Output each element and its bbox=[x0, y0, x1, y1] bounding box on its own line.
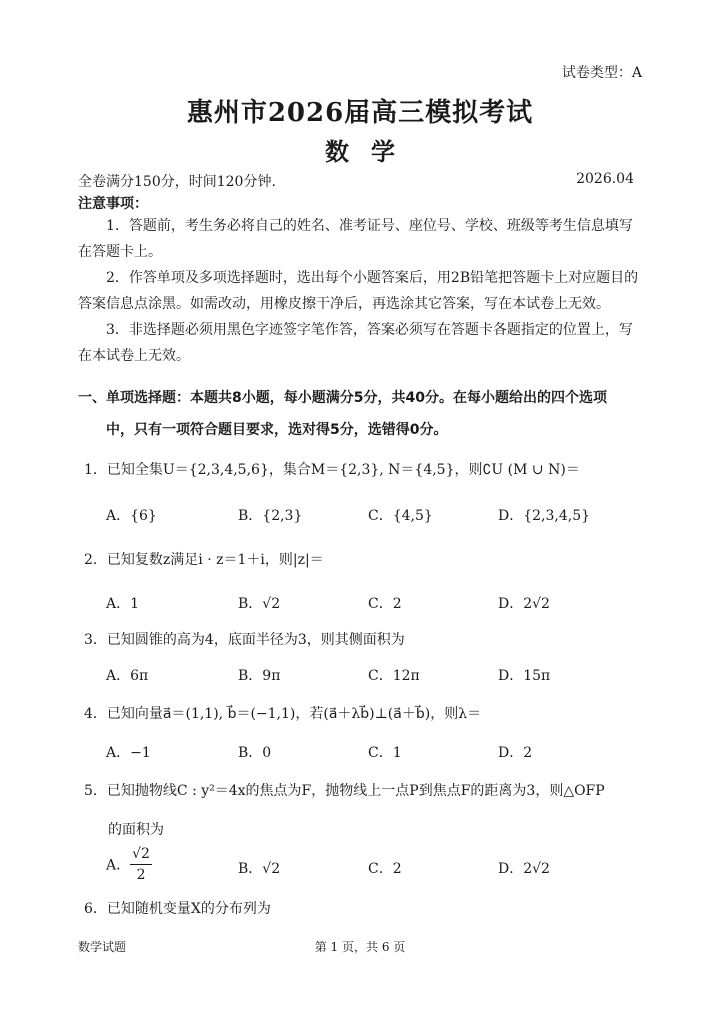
question-4-option-b: B．0 bbox=[238, 745, 272, 761]
question-2-stem: 2．已知复数z满足i · z＝1＋i，则|z|＝ bbox=[84, 552, 324, 568]
question-1-option-d: D．{2,3,4,5} bbox=[498, 508, 591, 524]
question-2-option-a: A．1 bbox=[106, 596, 140, 612]
question-5-stem: 5．已知抛物线C : y²＝4x的焦点为F，抛物线上一点P到焦点F的距离为3，则△OFP bbox=[84, 783, 605, 799]
question-5-option-c: C．2 bbox=[368, 861, 402, 877]
question-4-option-d: D．2 bbox=[498, 745, 533, 761]
notice-item-2: 2．作答单项及多项选择题时，选出每个小题答案后，用2B铅笔把答题卡上对应题目的答案信息点涂黑。如需改动，用橡皮擦干净后，再选涂其它答案，写在本试卷上无效。 bbox=[78, 270, 639, 312]
notice-heading: 注意事项： bbox=[78, 196, 148, 212]
subject-title: 数学 bbox=[325, 137, 417, 166]
question-5-option-d: D．2√2 bbox=[498, 861, 550, 877]
exam-title: 惠州市2026届高三模拟考试 bbox=[186, 98, 534, 128]
question-6-stem: 6．已知随机变量X的分布列为 bbox=[84, 901, 271, 917]
question-1-stem: 1．已知全集U＝{2,3,4,5,6}，集合M＝{2,3}, N＝{4,5}，则∁U (M ∪ N)＝ bbox=[84, 462, 580, 478]
question-5-option-a bbox=[106, 846, 152, 883]
notice-item-3: 3．非选择题必须用黑色字迹签字笔作答，答案必须写在答题卡各题指定的位置上，写在本试卷上无效。 bbox=[78, 322, 633, 364]
score-time-info: 全卷满分150分，时间120分钟. bbox=[78, 174, 276, 190]
section-1-line-1: 一、单项选择题：本题共8小题，每小题满分5分，共40分。在每小题给出的四个选项 bbox=[78, 390, 607, 406]
question-2-option-b: B．√2 bbox=[238, 596, 281, 612]
question-1-option-a: A．{6} bbox=[106, 508, 157, 524]
question-2-option-c: C．2 bbox=[368, 596, 402, 612]
section-1-line-2: 中，只有一项符合题目要求，选对得5分，选错得0分。 bbox=[106, 422, 448, 438]
question-5-option-b: B．√2 bbox=[238, 861, 281, 877]
question-3-option-a: A．6π bbox=[106, 668, 149, 684]
question-1-option-c: C．{4,5} bbox=[368, 508, 433, 524]
question-1-option-b: B．{2,3} bbox=[238, 508, 303, 524]
sqrt2-over-2-fraction bbox=[130, 846, 152, 883]
question-4-stem: 4．已知向量a⃗＝(1,1), b⃗＝(−1,1)，若(a⃗＋λb⃗)⊥(a⃗＋b⃗)，则λ＝ bbox=[84, 706, 482, 722]
exam-date: 2026.04 bbox=[576, 171, 634, 187]
fraction-numerator: √2 bbox=[130, 846, 152, 865]
exam-type-label: 试卷类型：A bbox=[561, 65, 642, 81]
question-4-option-c: C．1 bbox=[368, 745, 402, 761]
question-5-stem-continued: 的面积为 bbox=[108, 822, 164, 838]
question-5-option-a-label: A． bbox=[106, 857, 131, 874]
section-1-heading bbox=[78, 382, 648, 446]
notice-item-1: 1．答题前，考生务必将自己的姓名、准考证号、座位号、学校、班级等考生信息填写在答题卡上。 bbox=[78, 218, 633, 260]
question-3-option-b: B．9π bbox=[238, 668, 281, 684]
question-2-option-d: D．2√2 bbox=[498, 596, 550, 612]
fraction-denominator: 2 bbox=[136, 867, 146, 883]
footer-page-number: 第 1 页，共 6 页 bbox=[314, 940, 406, 954]
footer-subject: 数学试题 bbox=[78, 940, 127, 954]
question-4-option-a: A．−1 bbox=[106, 745, 151, 761]
question-3-option-c: C．12π bbox=[368, 668, 420, 684]
question-3-stem: 3．已知圆锥的高为4，底面半径为3，则其侧面积为 bbox=[84, 632, 405, 648]
question-3-option-d: D．15π bbox=[498, 668, 551, 684]
